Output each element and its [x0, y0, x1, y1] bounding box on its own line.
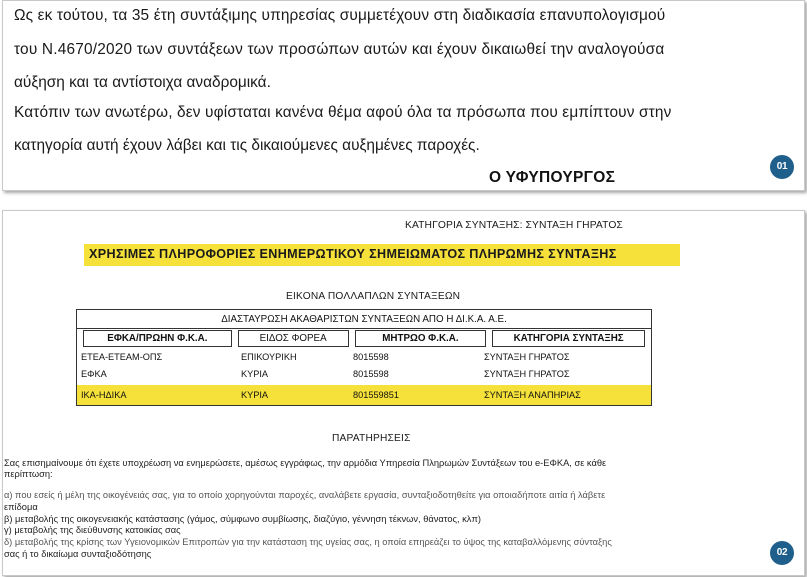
- letter-line-1: Ως εκ τούτου, τα 35 έτη συντάξιμης υπηρεσίας συμμετέχουν στη διαδικασία επανυπολογισμού: [14, 7, 666, 24]
- table-cell: 801559851: [353, 390, 399, 400]
- multiple-pensions-subtitle: ΕΙΚΟΝΑ ΠΟΛΛΑΠΛΩΝ ΣΥΝΤΑΞΕΩΝ: [286, 291, 461, 302]
- table-cell: ΕΠΙΚΟΥΡΙΚΗ: [241, 352, 297, 362]
- table-header-fund: ΕΦΚΑ/ΠΡΩΗΝ Φ.Κ.Α.: [83, 330, 232, 347]
- table-header-category: ΚΑΤΗΓΟΡΙΑ ΣΥΝΤΑΞΗΣ: [492, 330, 645, 347]
- observation-item-b: β) μεταβολής της οικογενειακής κατάστασης (γάμος, σύμφωνο συμβίωσης, διαζύγιο, γέννηση τέκνων, θάνατος, κλπ): [4, 514, 481, 524]
- observation-item-d-cont: σας ή το δικαίωμα συνταξιοδότησης: [4, 549, 152, 559]
- table-cell: ΣΥΝΤΑΞΗ ΓΗΡΑΤΟΣ: [484, 369, 570, 379]
- table-row: [77, 349, 651, 366]
- observation-item-d: δ) μεταβολής της κρίσης των Υγειονομικών Επιτροπών για την κατάσταση της υγείας σας, η οποία επηρεάζει το ύψος της καταβαλλόμενης σύνταξης: [4, 537, 612, 547]
- panel-number-badge-1: 01: [770, 155, 794, 179]
- table-cell: 8015598: [353, 352, 389, 362]
- table-cell: ΚΥΡΙΑ: [241, 369, 269, 379]
- panel-number-badge-2: 02: [770, 541, 794, 565]
- pensions-table: [76, 309, 652, 406]
- table-cell: ΕΦΚΑ: [81, 369, 107, 379]
- signature-title: Ο ΥΦΥΠΟΥΡΓΟΣ: [489, 169, 616, 186]
- observation-item-a: α) που εσείς ή μέλη της οικογένειάς σας, για το οποίο χορηγούνται παροχές, αναλάβετε εργασία, συνταξιοδοτηθείτε για οποιαδήποτε αιτία ή λάβετε: [4, 490, 606, 500]
- table-cell: 8015598: [353, 369, 389, 379]
- table-header-registry: ΜΗΤΡΩΟ Φ.Κ.Α.: [355, 330, 487, 347]
- letter-line-4: Κατόπιν των ανωτέρω, δεν υφίσταται κανένα θέμα αφού όλα τα πρόσωπα που εμπίπτουν στην: [14, 104, 672, 121]
- observation-item-a-cont: επίδομα: [4, 502, 38, 512]
- excerpt-panel-letter: [2, 0, 805, 191]
- table-cell: ΣΥΝΤΑΞΗ ΑΝΑΠΗΡΙΑΣ: [484, 390, 581, 400]
- table-cell: ΕΤΕΑ-ΕΤΕΑΜ-ΟΠΣ: [81, 352, 163, 362]
- table-cell: ΣΥΝΤΑΞΗ ΓΗΡΑΤΟΣ: [484, 352, 570, 362]
- table-cell: ΚΥΡΙΑ: [241, 390, 269, 400]
- table-header-row: [77, 329, 651, 349]
- table-caption: ΔΙΑΣΤΑΥΡΩΣΗ ΑΚΑΘΑΡΙΣΤΩΝ ΣΥΝΤΑΞΕΩΝ ΑΠΟ Η ΔΙ.Κ.Α. Α.Ε.: [77, 310, 651, 329]
- letter-line-3: αύξηση και τα αντίστοιχα αναδρομικά.: [14, 74, 271, 91]
- letter-line-2: του Ν.4670/2020 των συντάξεων των προσώπων αυτών και έχουν δικαιωθεί την αναλογούσα: [14, 41, 665, 58]
- observation-intro-line-1: Σας επισημαίνουμε ότι έχετε υποχρέωση να ενημερώσετε, αμέσως εγγράφως, την αρμόδια Υπηρεσία Πληρωμών Συντάξεων του e-ΕΦΚΑ, σε κάθε: [4, 458, 607, 468]
- letter-line-5: κατηγορία αυτή έχουν λάβει και τις δικαιούμενες αυξημένες παροχές.: [14, 137, 480, 154]
- table-header-type: ΕΙΔΟΣ ΦΟΡΕΑ: [238, 330, 349, 347]
- table-cell: ΙΚΑ-ΗΔΙΚΑ: [81, 390, 127, 400]
- table-row-highlighted: [77, 385, 651, 405]
- table-row: [77, 366, 651, 383]
- category-line: ΚΑΤΗΓΟΡΙΑ ΣΥΝΤΑΞΗΣ: ΣΥΝΤΑΞΗ ΓΗΡΑΤΟΣ: [405, 220, 623, 231]
- observations-title: ΠΑΡΑΤΗΡΗΣΕΙΣ: [332, 433, 411, 444]
- observation-intro-line-2: περίπτωση:: [4, 469, 53, 479]
- excerpt-panel-pension-notice: [2, 210, 805, 576]
- observation-item-c: γ) μεταβολής της διεύθυνσης κατοικίας σας: [4, 525, 181, 535]
- notice-banner-title: ΧΡΗΣΙΜΕΣ ΠΛΗΡΟΦΟΡΙΕΣ ΕΝΗΜΕΡΩΤΙΚΟΥ ΣΗΜΕΙΩΜΑΤΟΣ ΠΛΗΡΩΜΗΣ ΣΥΝΤΑΞΗΣ: [89, 247, 617, 261]
